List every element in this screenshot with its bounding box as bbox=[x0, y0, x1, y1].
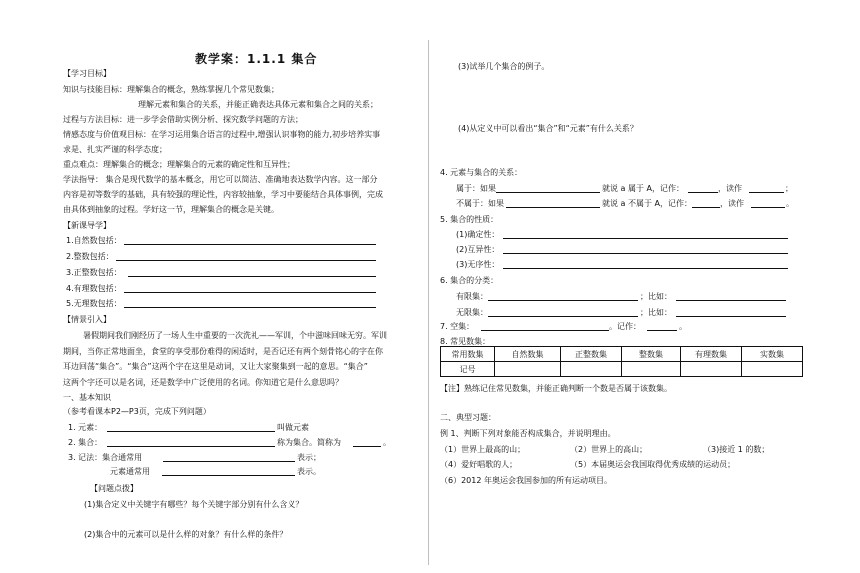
table-cell: 记号 bbox=[441, 362, 495, 377]
item7-label: 7. 空集： bbox=[440, 322, 475, 331]
table-cell: 自然数集 bbox=[495, 347, 561, 362]
q3-blank[interactable] bbox=[163, 453, 295, 462]
table-cell: 有理数集 bbox=[681, 347, 742, 362]
table-cell-input[interactable] bbox=[561, 362, 622, 377]
preview-blank-1[interactable] bbox=[124, 236, 376, 245]
question-4: (4)从定义中可以看出“集合”和“元素”有什么关系？ bbox=[458, 124, 638, 133]
preview-item-4: 4.有理数包括： bbox=[66, 284, 122, 293]
note-text: 【注】熟练记住常见数集，并能正确判断一个数是否属于该数集。 bbox=[440, 384, 672, 393]
table-cell-input[interactable] bbox=[681, 362, 742, 377]
table-cell: 实数集 bbox=[742, 347, 803, 362]
q3b-blank[interactable] bbox=[162, 467, 295, 476]
number-sets-table bbox=[440, 346, 803, 377]
belong-blank-3[interactable] bbox=[749, 184, 784, 193]
goal-attitude-2: 求是、扎实严谨的科学态度； bbox=[63, 145, 167, 154]
goal-knowledge-2: 理解元素和集合的关系，并能正确表达具体元素和集合之间的关系； bbox=[138, 100, 378, 109]
table-cell-input[interactable] bbox=[742, 362, 803, 377]
section-exercises: 二、典型习题： bbox=[440, 413, 496, 422]
prop3-label: (3)无序性： bbox=[456, 260, 500, 269]
notbelong-blank-1[interactable] bbox=[506, 199, 600, 208]
column-divider bbox=[428, 40, 429, 565]
table-cell: 整数集 bbox=[622, 347, 681, 362]
table-row bbox=[441, 362, 803, 377]
notbelong-text: 就说 a 不属于 A，记作： bbox=[602, 199, 693, 208]
prop1-blank[interactable] bbox=[503, 230, 788, 239]
preview-blank-2[interactable] bbox=[116, 252, 376, 261]
finite-example-blank[interactable] bbox=[676, 292, 786, 301]
preview-header: 【新课导学】 bbox=[63, 221, 111, 230]
q1-blank[interactable] bbox=[107, 423, 275, 432]
finite-blank[interactable] bbox=[488, 292, 638, 301]
preview-item-1: 1.自然数包括： bbox=[66, 236, 122, 245]
notbelong-end: 。 bbox=[786, 199, 794, 208]
empty-set-symbol-blank[interactable] bbox=[647, 322, 677, 331]
example-1-item-1: （1）世界上最高的山； bbox=[440, 445, 526, 454]
finite-label: 有限集： bbox=[456, 292, 488, 301]
item7-notation: 。记作： bbox=[609, 322, 641, 331]
study-guide-1: 学法指导： 集合是现代数学的基本概念，用它可以简洁、准确地表达数学内容。这一部分 bbox=[63, 175, 378, 184]
story-line-1: 暑假期间我们刚经历了一场人生中重要的一次洗礼——军训，个中滋味回味无穷。军训 bbox=[83, 331, 387, 340]
table-row bbox=[441, 347, 803, 362]
item4-title: 4. 元素与集合的关系： bbox=[440, 168, 523, 177]
example-1-item-6: （6）2012 年奥运会我国参加的所有运动项目。 bbox=[440, 476, 612, 485]
goal-knowledge-1: 知识与技能目标：理解集合的概念，熟练掌握几个常见数集； bbox=[63, 85, 279, 94]
infinite-example-label: ；比如： bbox=[640, 308, 672, 317]
question-1: (1)集合定义中关键字有哪些？每个关键字部分别有什么含义？ bbox=[84, 500, 304, 509]
q2-short-blank[interactable] bbox=[353, 438, 381, 447]
prop2-blank[interactable] bbox=[503, 245, 788, 254]
infinite-label: 无限集： bbox=[456, 308, 488, 317]
goals-header: 【学习目标】 bbox=[63, 69, 111, 78]
study-guide-2: 内容是初等数学的基础，具有较强的理论性，内容较抽象，学习中要能结合具体事例，完成 bbox=[63, 190, 383, 199]
q3-suffix: 表示； bbox=[297, 453, 321, 462]
page-title: 教学案：1.1.1 集合 bbox=[195, 52, 318, 66]
preview-item-3: 3.正整数包括： bbox=[66, 268, 122, 277]
preview-blank-4[interactable] bbox=[124, 284, 376, 293]
table-cell-input[interactable] bbox=[622, 362, 681, 377]
example-1-item-5: （5）本届奥运会我国取得优秀成绩的运动员； bbox=[570, 460, 736, 469]
table-cell: 正整数集 bbox=[561, 347, 622, 362]
intro-header: 【情景引入】 bbox=[63, 315, 111, 324]
goal-process: 过程与方法目标：进一步学会借助实例分析、探究数学问题的方法； bbox=[63, 115, 303, 124]
example-1-item-2: （2）世界上的高山； bbox=[570, 445, 648, 454]
q2-blank[interactable] bbox=[107, 438, 275, 447]
question-header: 【问题点拨】 bbox=[90, 484, 138, 493]
goal-attitude-1: 情感态度与价值观目标：在学习运用集合语言的过程中,增强认识事物的能力,初步培养实事 bbox=[63, 130, 381, 139]
q2-label: 2. 集合： bbox=[68, 438, 103, 447]
prop1-label: (1)确定性： bbox=[456, 230, 500, 239]
notbelong-read: ，读作 bbox=[720, 199, 744, 208]
example-1-item-4: （4）爱好唱歌的人； bbox=[440, 460, 518, 469]
table-cell-input[interactable] bbox=[495, 362, 561, 377]
q1-suffix: 叫做元素 bbox=[277, 423, 309, 432]
belong-label: 属于：如果 bbox=[456, 184, 496, 193]
preview-item-2: 2.整数包括： bbox=[66, 252, 114, 261]
key-points: 重点难点：理解集合的概念；理解集合的元素的确定性和互异性； bbox=[63, 160, 295, 169]
empty-set-blank[interactable] bbox=[481, 322, 609, 331]
story-line-2: 期间，当你正常地面坐，食堂的享受那份难得的闲适时，是否记还有两个刻骨铭心的字在你 bbox=[63, 347, 383, 356]
notbelong-blank-3[interactable] bbox=[751, 199, 785, 208]
item7-end: 。 bbox=[679, 322, 687, 331]
belong-end: ； bbox=[785, 184, 793, 193]
story-line-4: 这两个字还可以是名词，还是数学中广泛使用的名词。你知道它是什么意思吗？ bbox=[63, 378, 343, 387]
q3b-label: 元素通常用 bbox=[110, 467, 150, 476]
belong-text: 就说 a 属于 A，记作： bbox=[602, 184, 685, 193]
table-cell: 常用数集 bbox=[441, 347, 495, 362]
section-basic-note: （参考看课本P2—P3页，完成下列问题） bbox=[63, 407, 211, 416]
notbelong-label: 不属于：如果 bbox=[456, 199, 504, 208]
belong-read: ，读作 bbox=[718, 184, 742, 193]
q2-end: 。 bbox=[383, 438, 391, 447]
question-3: (3)试举几个集合的例子。 bbox=[458, 62, 550, 71]
finite-example-label: ；比如： bbox=[640, 292, 672, 301]
preview-item-5: 5.无理数包括： bbox=[66, 299, 122, 308]
belong-blank-2[interactable] bbox=[688, 184, 718, 193]
notbelong-blank-2[interactable] bbox=[692, 199, 720, 208]
preview-blank-3[interactable] bbox=[128, 268, 376, 277]
item6-title: 6. 集合的分类： bbox=[440, 276, 499, 285]
section-basic-knowledge: 一、基本知识 bbox=[63, 393, 111, 402]
preview-blank-5[interactable] bbox=[124, 299, 376, 308]
study-guide-3: 由具体到抽象的过程。学好这一节，理解集合的概念是关键。 bbox=[63, 205, 279, 214]
item5-title: 5. 集合的性质： bbox=[440, 215, 499, 224]
q3b-suffix: 表示。 bbox=[297, 467, 321, 476]
story-line-3: 耳边回荡“集合”。“集合”这两个字在这里是动词，又让大家聚集到一起的意思。“集合” bbox=[63, 362, 368, 371]
question-2: (2)集合中的元素可以是什么样的对象？有什么样的条件？ bbox=[84, 530, 288, 539]
example-1-item-3: （3)接近 1 的数； bbox=[703, 445, 770, 454]
prop2-label: (2)互异性： bbox=[456, 245, 500, 254]
item8-title: 8. 常见数集： bbox=[440, 337, 491, 346]
q3-label: 3. 记法：集合通常用 bbox=[68, 453, 143, 462]
infinite-example-blank[interactable] bbox=[676, 308, 786, 317]
q2-suffix: 称为集合。简称为 bbox=[277, 438, 341, 447]
infinite-blank[interactable] bbox=[488, 308, 638, 317]
belong-blank-1[interactable] bbox=[496, 184, 600, 193]
example-1-title: 例 1、判断下列对象能否构成集合，并说明理由。 bbox=[440, 429, 616, 438]
prop3-blank[interactable] bbox=[503, 260, 788, 269]
q1-label: 1. 元素： bbox=[68, 423, 103, 432]
